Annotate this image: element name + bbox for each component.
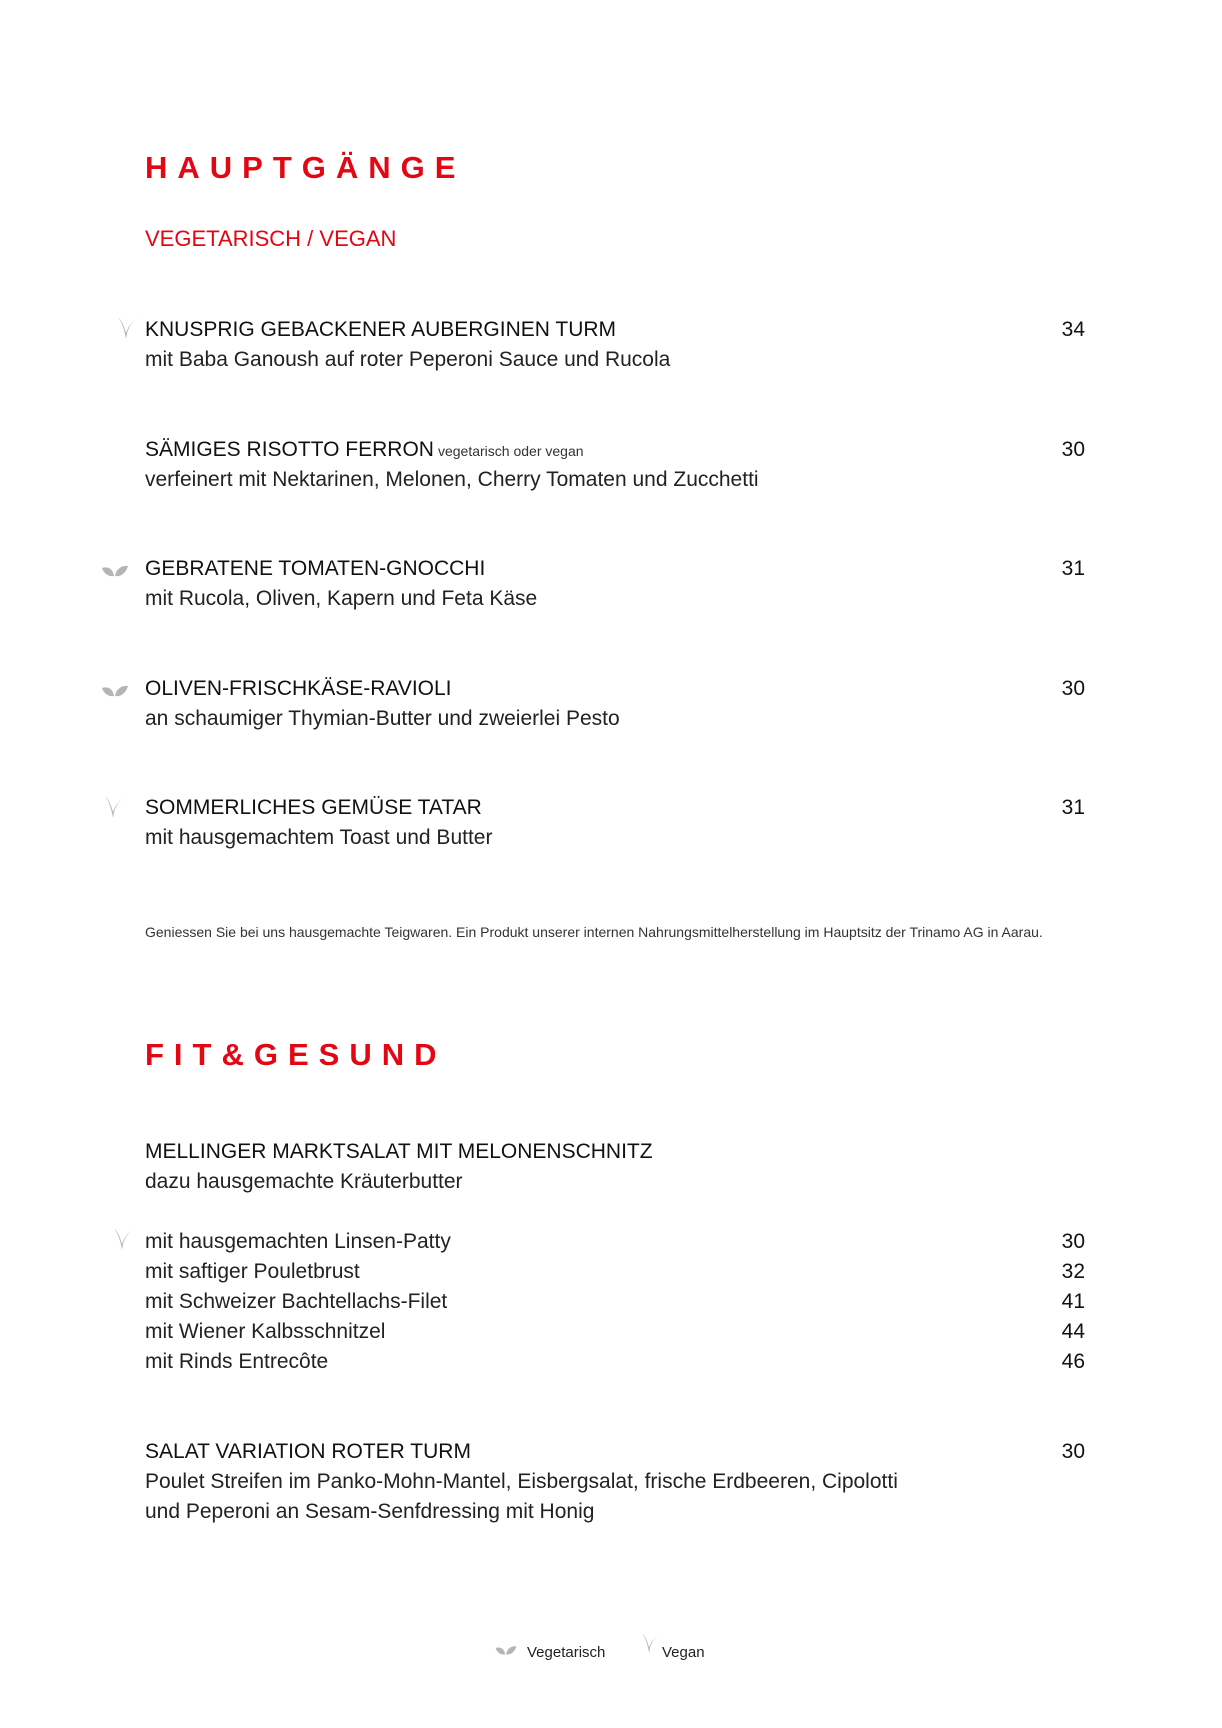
option-price: 30: [1061, 1230, 1085, 1253]
legend-vegan-label: Vegan: [662, 1644, 705, 1661]
dish-price: 30: [1061, 1440, 1085, 1463]
option-price: 44: [1061, 1320, 1085, 1343]
subsection-title: VEGETARISCH / VEGAN: [145, 226, 397, 251]
salad-option: mit hausgemachten Linsen-Patty: [145, 1230, 451, 1253]
dish-name: GEBRATENE TOMATEN-GNOCCHI: [145, 557, 486, 580]
dish-name: MELLINGER MARKTSALAT MIT MELONENSCHNITZ: [145, 1140, 653, 1163]
dish-price: 31: [1061, 796, 1085, 819]
legend-vegetarian-label: Vegetarisch: [527, 1644, 606, 1661]
dish-price: 30: [1061, 438, 1085, 461]
dish-description: und Peperoni an Sesam-Senfdressing mit Honig: [145, 1500, 595, 1523]
salad-option: mit Wiener Kalbsschnitzel: [145, 1320, 386, 1343]
pasta-footnote: Geniessen Sie bei uns hausgemachte Teigwaren. Ein Produkt unserer internen Nahrungsmittelherstellung im Hauptsitz der Trinamo AG in Aarau.: [145, 924, 1043, 940]
dish-name: OLIVEN-FRISCHKÄSE-RAVIOLI: [145, 677, 452, 700]
vegan-icon: [110, 1224, 140, 1254]
dish-price: 30: [1061, 677, 1085, 700]
option-price: 46: [1061, 1350, 1085, 1373]
vegetarian-icon: [100, 558, 130, 588]
dish-name: SALAT VARIATION ROTER TURM: [145, 1440, 471, 1463]
option-price: 32: [1061, 1260, 1085, 1283]
dish-description: an schaumiger Thymian-Butter und zweierlei Pesto: [145, 707, 620, 730]
dish-price: 34: [1061, 318, 1085, 341]
vegan-icon: [101, 792, 131, 822]
dish-description: mit Rucola, Oliven, Kapern und Feta Käse: [145, 587, 538, 610]
dish-name: SOMMERLICHES GEMÜSE TATAR: [145, 796, 482, 819]
dish-name: KNUSPRIG GEBACKENER AUBERGINEN TURM: [145, 318, 617, 341]
dish-note: vegetarisch oder vegan: [437, 443, 584, 459]
dish-name: SÄMIGES RISOTTO FERRON: [145, 438, 434, 461]
dish-description: mit Baba Ganoush auf roter Peperoni Sauce und Rucola: [145, 348, 671, 371]
vegan-icon: [114, 313, 144, 343]
salad-option: mit Rinds Entrecôte: [145, 1350, 329, 1373]
salad-option: mit saftiger Pouletbrust: [145, 1260, 360, 1283]
salad-option: mit Schweizer Bachtellachs-Filet: [145, 1290, 448, 1313]
dish-description: dazu hausgemachte Kräuterbutter: [145, 1170, 463, 1193]
dish-description: Poulet Streifen im Panko-Mohn-Mantel, Eisbergsalat, frische Erdbeeren, Cipolotti: [145, 1470, 898, 1493]
dish-description: verfeinert mit Nektarinen, Melonen, Cherry Tomaten und Zucchetti: [145, 468, 759, 491]
option-price: 41: [1061, 1290, 1085, 1313]
vegetarian-icon: [100, 678, 130, 708]
vegetarian-icon: [492, 1640, 520, 1664]
dish-price: 31: [1061, 557, 1085, 580]
section-title-hauptgaenge: HAUPTGÄNGE: [145, 150, 466, 185]
dish-name-row: [145, 438, 584, 462]
section-title-fit-gesund: FIT&GESUND: [145, 1037, 447, 1072]
dish-description: mit hausgemachtem Toast und Butter: [145, 826, 493, 849]
